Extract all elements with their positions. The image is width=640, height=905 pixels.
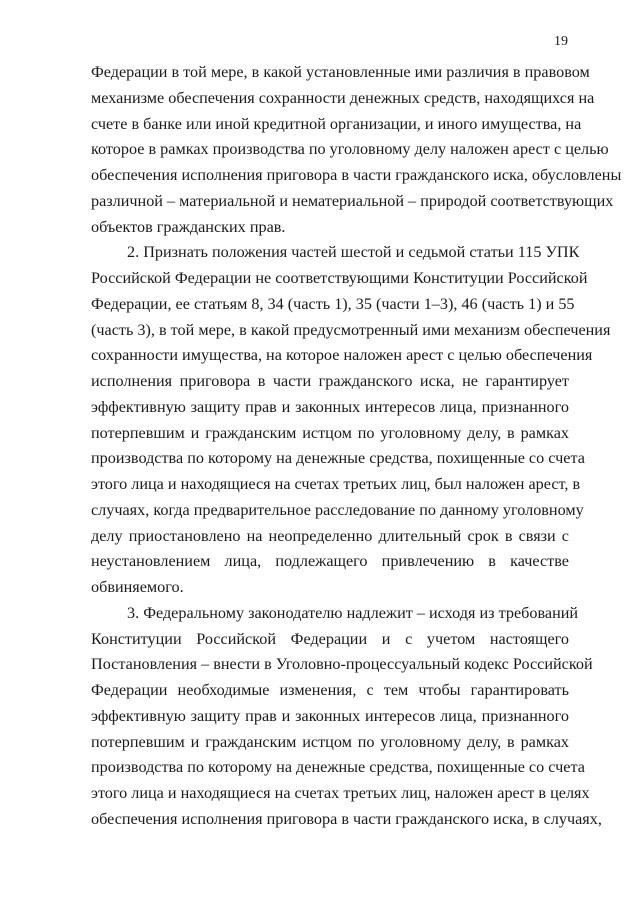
text-line: механизме обеспечения сохранности денежных средств, находящихся на xyxy=(91,88,595,107)
text-line: счете в банке или иной кредитной организации, и иного имущества, на xyxy=(91,114,582,133)
paragraph xyxy=(91,601,602,833)
text-line: производства по которому на денежные средства, похищенные со счета xyxy=(91,758,585,777)
text-line: эффективную защиту прав и законных интересов лица, признанного xyxy=(91,706,569,725)
text-line: обеспечения исполнения приговора в части гражданского иска, обусловлены xyxy=(91,166,622,184)
paragraph xyxy=(91,240,611,601)
text-line: делу приостановлено на неопределенно длительный срок в связи с xyxy=(91,526,569,545)
text-line: случаях, когда предварительное расследование по данному уголовному xyxy=(91,500,584,519)
document-body xyxy=(91,60,622,833)
text-line: которое в рамках производства по уголовному делу наложен арест с целью xyxy=(91,140,609,159)
text-line: эффективную защиту прав и законных интересов лица, признанного xyxy=(91,397,569,416)
text-line: Постановления – внести в Уголовно-процессуальный кодекс Российской xyxy=(91,655,593,674)
text-line: обвиняемого. xyxy=(91,578,184,596)
text-line: этого лица и находящиеся на счетах третьих лиц, был наложен арест, в xyxy=(91,475,581,493)
text-line: 3. Федеральному законодателю надлежит – исходя из требований xyxy=(127,603,579,622)
paragraph xyxy=(91,60,622,240)
text-line: Конституции Российской Федерации и с учетом настоящего xyxy=(91,629,569,648)
text-line: Российской Федерации не соответствующими Конституции Российской xyxy=(91,269,588,287)
text-line: Федерации в той мере, в какой установленные ими различия в правовом xyxy=(91,63,590,81)
text-line: обеспечения исполнения приговора в части гражданского иска, в случаях, xyxy=(91,809,602,828)
text-line: различной – материальной и нематериальной – природой соответствующих xyxy=(91,191,614,210)
page-number: 19 xyxy=(554,34,568,49)
text-line: потерпевшим и гражданским истцом по уголовному делу, в рамках xyxy=(91,423,569,442)
text-line: объектов гражданских прав. xyxy=(91,217,286,236)
text-line: 2. Признать положения частей шестой и седьмой статьи 115 УПК xyxy=(127,243,580,262)
text-line: потерпевшим и гражданским истцом по уголовному делу, в рамках xyxy=(91,732,569,751)
text-line: Федерации необходимые изменения, с тем чтобы гарантировать xyxy=(91,681,569,699)
text-line: производства по которому на денежные средства, похищенные со счета xyxy=(91,449,585,468)
text-line: этого лица и находящиеся на счетах третьих лиц, наложен арест в целях xyxy=(91,784,590,802)
text-line: Федерации, ее статьям 8, 34 (часть 1), 35 (части 1–3), 46 (часть 1) и 55 xyxy=(91,294,575,313)
text-line: сохранности имущества, на которое наложен арест с целью обеспечения xyxy=(91,346,593,365)
text-line: (часть 3), в той мере, в какой предусмотренный ими механизм обеспечения xyxy=(91,320,611,339)
text-line: исполнения приговора в части гражданского иска, не гарантирует xyxy=(91,372,569,390)
text-line: неустановлением лица, подлежащего привлечению в качестве xyxy=(91,552,569,571)
